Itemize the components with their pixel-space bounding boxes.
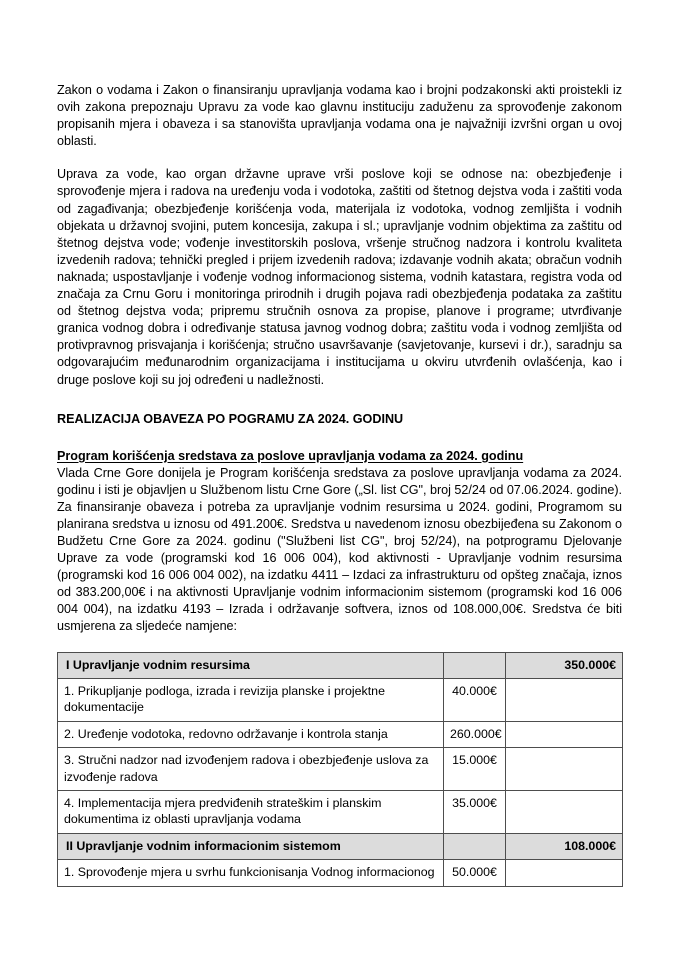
table-section-row (58, 652, 623, 678)
table-cell-total (506, 790, 623, 833)
heading-program-funds-2024: Program korišćenja sredstava za poslove upravljanja vodama za 2024. godinu (57, 448, 524, 463)
table-cell-total (506, 748, 623, 791)
table-cell-description: 2. Uređenje vodotoka, redovno održavanje i kontrola stanja (58, 721, 444, 747)
table-cell-amount: 35.000€ (444, 790, 506, 833)
table-row (58, 678, 623, 721)
budget-table-container (57, 652, 622, 887)
table-cell-amount: 40.000€ (444, 678, 506, 721)
table-row (58, 790, 623, 833)
table-cell-total (506, 860, 623, 886)
table-cell-total: 350.000€ (506, 652, 623, 678)
paragraph-program-budget: Vlada Crne Gore donijela je Program korišćenja sredstava za poslove upravljanja vodama za 2024. godinu i isti je objavljen u Službenom listu Crne Gore („Sl. list CG", broj 52/24 od 07.06.2024. godine). Za finansiranje obaveza i potreba za upravljanje vodnim resursima u 2024. godini, Programom su planirana sredstva u iznosu od 491.200€. Sredstva u navedenom iznosu obezbijeđena su Zakonom o Budžetu Crne Gore za 2024. godinu ("Službeni list CG", broj 52/24), na potprogramu Djelovanje Uprave za vode (programski kod 16 006 004), kod aktivnosti - Upravljanje vodnim resursima (programski kod 16 006 004 002), na izdatku 4411 – Izdaci za infrastrukturu od opšteg značaja, iznos od 383.200,00€ i na aktivnosti Upravljanje vodnim informacionim sistemom (programski kod 16 006 004 004), na izdatku 4193 – Izrada i održavanje softvera, iznos od 108.000,00€. Sredstva će biti usmjerena za sljedeće namjene: (57, 465, 622, 634)
table-row (58, 748, 623, 791)
budget-table (57, 652, 623, 887)
budget-table-body (58, 652, 623, 886)
table-cell-description: 1. Sprovođenje mjera u svrhu funkcionisanja Vodnog informacionog (58, 860, 444, 886)
table-cell-description: I Upravljanje vodnim resursima (58, 652, 444, 678)
table-cell-amount: 260.000€ (444, 721, 506, 747)
table-cell-amount (444, 652, 506, 678)
table-cell-amount: 15.000€ (444, 748, 506, 791)
table-cell-total (506, 678, 623, 721)
table-cell-amount (444, 833, 506, 859)
table-row (58, 860, 623, 886)
table-cell-amount: 50.000€ (444, 860, 506, 886)
table-cell-description: II Upravljanje vodnim informacionim sistemom (58, 833, 444, 859)
document-content (57, 82, 622, 887)
table-cell-total (506, 721, 623, 747)
table-cell-description: 3. Stručni nadzor nad izvođenjem radova i obezbjeđenje uslova za izvođenje radova (58, 748, 444, 791)
paragraph-agency-duties: Uprava za vode, kao organ državne uprave vrši poslove koji se odnose na: obezbjeđenje i sprovođenje mjera i radova na uređenju voda i vodotoka, zaštiti od štetnog dejstva voda i zaštiti voda od zagađivanja; obezbjeđenje korišćenja voda, materijala iz vodotoka, vodnog zemljišta i vodnih objekata u državnoj svojini, putem koncesija, zakupa i sl.; upravljanje vodnim objektima za zaštitu od štetnog dejstva vode; vođenje investitorskih poslova, vršenje stručnog nadzora i kontrolu kvaliteta izvedenih radova; tehnički pregled i prijem izvedenih radova; izdavanje vodnih akata; obračun vodnih naknada; uspostavljanje i vođenje vodnog informacionog sistema, vodnih katastara, registra voda od značaja za Crnu Goru i monitoringa prirodnih i drugih pojava radi obezbjeđenja podataka za zaštitu od štetnog dejstva voda; pripremu stručnih osnova za propise, planove i programe; utvrđivanje granica vodnog dobra i određivanje statusa javnog vodnog dobra; zaštitu voda i vodnog zemljišta od protivpravnog prisvajanja i korišćenja; stručno usavršavanje (savjetovanje, kursevi i dr.), saradnju sa odgovarajućim međunarodnim organizacijama i institucijama u okviru utvrđenih ovlašćenja, kao i druge poslove koji su joj određeni u nadležnosti. (57, 167, 622, 387)
table-cell-total: 108.000€ (506, 833, 623, 859)
table-section-row (58, 833, 623, 859)
table-cell-description: 1. Prikupljanje podloga, izrada i revizija planske i projektne dokumentacije (58, 678, 444, 721)
table-cell-description: 4. Implementacija mjera predviđenih strateškim i planskim dokumentima iz oblasti upravljanja vodama (58, 790, 444, 833)
paragraph-intro-laws: Zakon o vodama i Zakon o finansiranju upravljanja vodama kao i brojni podzakonski akti proistekli iz ovih zakona prepoznaju Upravu za vode kao glavnu instituciju zaduženu za sprovođenje zakonom propisanih mjera i obaveza i sa stanovišta upravljanja vodama ona je najvažniji izvršni organ u ovoj oblasti. (57, 83, 622, 149)
heading-realization-2024: REALIZACIJA OBAVEZA PO POGRAMU ZA 2024. GODINU (57, 411, 404, 426)
table-row (58, 721, 623, 747)
